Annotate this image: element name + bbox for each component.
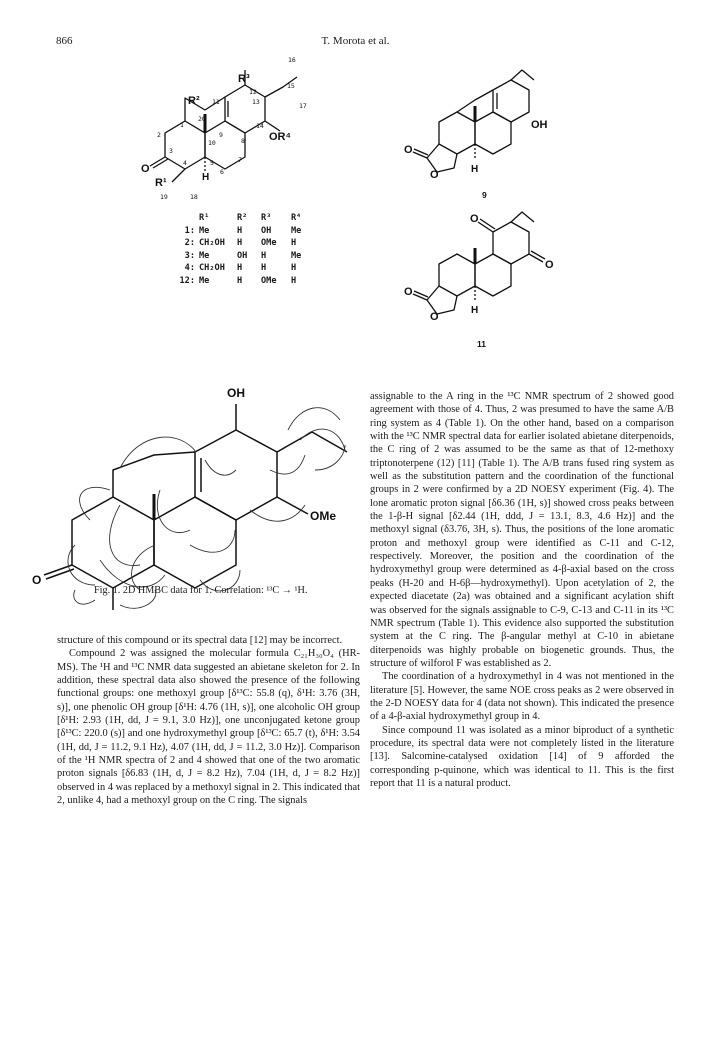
hmbc-correlation-arrows xyxy=(68,408,345,609)
locant: 14 xyxy=(256,122,264,130)
table-row xyxy=(163,275,311,288)
table-row xyxy=(163,237,311,250)
lactone-o-label: O xyxy=(404,144,413,156)
table-cell: H xyxy=(237,263,243,274)
page-number: 866 xyxy=(56,35,73,47)
ring-o-label: O xyxy=(430,311,439,323)
h-label: H xyxy=(202,172,210,183)
right-text-column xyxy=(370,390,674,790)
table-row xyxy=(163,262,311,275)
locant: 1 xyxy=(180,121,184,129)
r1-label: R¹ xyxy=(155,177,167,189)
locant: 17 xyxy=(299,102,307,110)
h-label: H xyxy=(471,305,479,316)
structure-9-skeleton xyxy=(413,70,534,172)
compound-9-label: 9 xyxy=(482,190,487,200)
table-cell: Me xyxy=(291,225,302,236)
table-cell: OH xyxy=(237,250,248,261)
lactone-o-label: O xyxy=(404,286,413,298)
table-cell: H xyxy=(291,238,297,249)
table-cell: H xyxy=(237,225,243,236)
figure-caption: Fig. 1. 2D HMBC data for 1. Correlation: ¹³C → ¹H. xyxy=(94,585,308,596)
compound-11-label: 11 xyxy=(477,339,486,349)
structure-11-labels xyxy=(404,213,554,349)
locant: 5 xyxy=(210,159,214,167)
locant: 4 xyxy=(183,159,187,167)
table-cell: H xyxy=(291,275,297,286)
table-row xyxy=(163,250,311,263)
locant: 12 xyxy=(249,88,257,96)
oh-label: OH xyxy=(531,119,548,131)
locant: 11 xyxy=(212,98,220,106)
table-cell: H xyxy=(261,263,267,274)
table-cell: Me xyxy=(199,275,210,286)
compound-number: 3: xyxy=(184,250,195,261)
hmbc-ome-label: OMe xyxy=(310,509,337,523)
column-header: R³ xyxy=(261,213,272,223)
or4-label: OR⁴ xyxy=(269,131,291,143)
left-text-column xyxy=(57,634,360,807)
table-cell: Me xyxy=(291,250,302,261)
compound-number: 4: xyxy=(184,263,195,274)
compound-number: 1: xyxy=(184,225,195,236)
table-cell: H xyxy=(237,275,243,286)
locant: 18 xyxy=(190,193,198,201)
hmbc-ketone-o-label: O xyxy=(32,573,42,587)
column-header: R¹ xyxy=(199,213,210,223)
table-cell: OH xyxy=(261,225,272,236)
table-cell: OMe xyxy=(261,275,277,286)
structure-11-skeleton xyxy=(413,212,545,314)
locant: 8 xyxy=(241,137,245,145)
column-header: R⁴ xyxy=(291,213,302,223)
table-cell: Me xyxy=(199,225,210,236)
paragraph: The coordination of a hydroxymethyl in 4 was not mentioned in the literature [5]. However, the same NOE cross peaks as 2 were observed in the 2-D NOESY data for 4 (data not shown). This indicated the presence of a 4-β-axial hydroxymethyl group in 4. xyxy=(370,671,674,723)
compound-number: 12: xyxy=(179,275,195,286)
table-cell: CH₂OH xyxy=(199,263,225,274)
locant: 2 xyxy=(157,131,161,139)
quinone-o-label: O xyxy=(545,259,554,271)
hmbc-skeleton xyxy=(44,404,347,610)
structure-1-labels xyxy=(141,56,307,201)
hmbc-oh-label: OH xyxy=(227,386,245,400)
locant: 19 xyxy=(160,193,168,201)
locant: 20 xyxy=(198,115,206,123)
locant: 16 xyxy=(288,56,296,64)
running-head: T. Morota et al. xyxy=(321,35,390,47)
table-row xyxy=(163,225,311,238)
hmbc-labels xyxy=(32,386,336,587)
ketone-o-label: O xyxy=(141,163,150,175)
quinone-o-label: O xyxy=(470,213,479,225)
r2-label: R² xyxy=(188,95,200,107)
column-header: R² xyxy=(237,213,248,223)
r3-label: R³ xyxy=(238,73,250,85)
locant: 9 xyxy=(219,131,223,139)
paragraph: assignable to the A ring in the ¹³C NMR spectrum of 2 showed good agreement with those of 4. Thus, 2 was presumed to have the same A/B ring system as 4 (Table 1). On the other hand, based on a comparison with the ¹³C NMR spectral data for earlier isolated abietane diterpenoids, the C ring of 2 was assumed to be the same as that of 12-methoxy triptonoterpene (12) [11] (Table 1). The A/B trans fused ring system as well as the substitution pattern and the coordination of the functional groups in 2 were confirmed by a 2D NOESY experiment (Fig. 4). The lone aromatic proton signal [δ6.36 (1H, s)] showed cross peaks between the 1-β-H signal [δ2.44 (1H, ddd, J = 13.1, 8.3, 4.6 Hz)] and the methoxyl signal (δ3.76, 3H, s). Thus, the positions of the lone aromatic proton and methoxyl group were identified as C-11 and C-12, respectively. Moreover, the position and the coordination of the hydroxymethyl group were determined as 4-β-axial based on the cross peaks (H-20 and H-6β—hydroxymethyl). Upon acetylation of 2, the expected diacetate (2a) was obtained and a significant acylation shift was observed for the signals assignable to C-9, C-13 and C-11 in its ¹³C NMR spectrum (Table 1). This evidence also supported the substitution system at the C ring. The β-angular methyl at C-10 in abietane diterpenoids was highly probable on biogenetic grounds. Thus, the structure of wilforol F was established as 2. xyxy=(370,391,674,669)
table-cell: H xyxy=(291,263,297,274)
structure-1-skeleton xyxy=(150,70,297,182)
h-label: H xyxy=(471,164,479,175)
locant: 6 xyxy=(220,168,224,176)
locant: 13 xyxy=(252,98,260,106)
locant: 10 xyxy=(208,139,216,147)
table-cell: H xyxy=(237,238,243,249)
table-header-row xyxy=(163,212,311,225)
table-cell: H xyxy=(261,250,267,261)
locant: 15 xyxy=(287,82,295,90)
compound-number: 2: xyxy=(184,238,195,249)
table-cell: CH₂OH xyxy=(199,238,225,249)
table-cell: Me xyxy=(199,250,210,261)
substituent-table xyxy=(163,212,311,288)
locant: 3 xyxy=(169,147,173,155)
paragraph: Since compound 11 was isolated as a minor biproduct of a synthetic procedure, its spectral data were not completely listed in the literature [13]. Salcomine-catalysed oxidation [14] of 9 afforded the corresponding p-quinone, which was identical to 11. This is the first report that 11 is a natural product. xyxy=(370,724,674,789)
paragraph: Compound 2 was assigned the molecular formula C₂₁H₃₀O₄ (HR-MS). The ¹H and ¹³C NMR data suggested an abietane skeleton for 2. In addition, these spectral data also showed the presence of the following functional groups: one methoxyl group [δ¹³C: 55.8 (q), δ¹H: 3.76 (3H, s)], one phenolic OH group [δ¹H: 4.76 (1H, s)], one alcoholic OH group [δ¹H: 2.93 (1H, dd, J = 9.1, 3.0 Hz)], one unconjugated ketone group [δ¹³C: 220.0 (s)] and one hydroxymethyl group [δ¹³C: 65.7 (t), δ¹H: 3.54 (1H, dd, J = 11.2, 9.1 Hz), 4.07 (1H, dd, J = 11.2, 3.0 Hz)]. Comparison of the ¹H NMR spectra of 2 and 4 showed that one of the two aromatic proton signals [δ6.83 (1H, d, J = 8.2 Hz), 7.04 (1H, d, J = 8.2 Hz)] observed in 4 was replaced by a methoxyl signal in 2. This indicated that 2, unlike 4, had a methoxyl group on the C ring. The signals xyxy=(57,648,360,807)
ring-o-label: O xyxy=(430,169,439,181)
paragraph: structure of this compound or its spectral data [12] may be incorrect. xyxy=(57,635,343,646)
locant: 7 xyxy=(238,156,242,164)
structure-9-labels xyxy=(404,119,548,200)
table-cell: OMe xyxy=(261,238,277,249)
